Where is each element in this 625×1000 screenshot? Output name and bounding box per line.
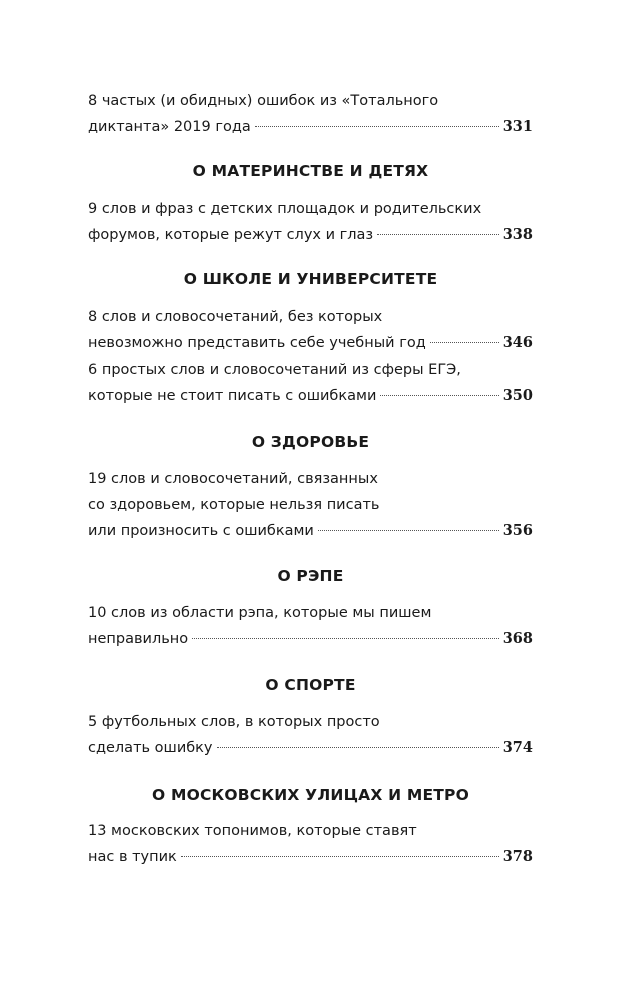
section-heading: О МАТЕРИНСТВЕ И ДЕТЯХ (192, 162, 429, 180)
toc-entry-line: неправильно (88, 631, 189, 647)
toc-entry-line: 8 слов и словосочетаний, без которых (88, 309, 383, 325)
toc-entry-last-line (88, 735, 533, 761)
toc-entry-line: невозможно представить себе учебный год (88, 335, 426, 351)
toc-entry-line: 5 футбольных слов, в которых просто (88, 714, 380, 730)
toc-entry[interactable] (88, 600, 533, 652)
section-heading: О ШКОЛЕ И УНИВЕРСИТЕТЕ (183, 270, 438, 288)
section-heading: О ЗДОРОВЬЕ (251, 433, 370, 451)
toc-entry-line: со здоровьем, которые нельзя писать (88, 497, 380, 513)
toc-entry-line: 10 слов из области рэпа, которые мы пишем (88, 605, 432, 621)
toc-entry[interactable] (88, 466, 533, 544)
toc-page-number: 350 (502, 387, 533, 404)
toc-page-number: 356 (502, 522, 533, 539)
toc-entry-line: форумов, которые режут слух и глаз (88, 227, 374, 243)
dot-leader (255, 126, 499, 127)
toc-entry-last-line (88, 222, 533, 248)
toc-entry-line: 13 московских топонимов, которые ставят (88, 823, 417, 839)
toc-entry-line: которые не стоит писать с ошибками (88, 388, 377, 404)
toc-entry-line: 9 слов и фраз с детских площадок и родительских (88, 201, 482, 217)
toc-entry-last-line (88, 844, 533, 870)
dot-leader (181, 856, 499, 857)
toc-entry-last-line (88, 383, 533, 409)
toc-page-number: 374 (502, 739, 533, 756)
toc-entry-line: диктанта» 2019 года (88, 119, 251, 135)
toc-entry-last-line (88, 626, 533, 652)
section-heading: О СПОРТЕ (265, 676, 356, 694)
toc-entry-line: 19 слов и словосочетаний, связанных (88, 471, 378, 487)
toc-entry[interactable] (88, 357, 533, 409)
section-heading: О РЭПЕ (277, 567, 344, 585)
toc-page-number: 378 (502, 848, 533, 865)
toc-page-number: 346 (502, 334, 533, 351)
toc-entry[interactable] (88, 818, 533, 870)
toc-entry[interactable] (88, 304, 533, 356)
dot-leader (380, 395, 498, 396)
toc-page-number: 331 (502, 118, 533, 135)
toc-entry-line: или произносить с ошибками (88, 523, 314, 539)
toc-entry-last-line (88, 330, 533, 356)
dot-leader (217, 747, 499, 748)
toc-page-number: 338 (502, 226, 533, 243)
toc-entry-line: сделать ошибку (88, 740, 213, 756)
toc-entry[interactable] (88, 196, 533, 248)
section-heading: О МОСКОВСКИХ УЛИЦАХ И МЕТРО (152, 786, 469, 804)
dot-leader (377, 234, 499, 235)
toc-entry[interactable] (88, 709, 533, 761)
dot-leader (430, 342, 499, 343)
toc-entry-line: 8 частых (и обидных) ошибок из «Тотального (88, 93, 439, 109)
toc-entry[interactable] (88, 88, 533, 140)
toc-entry-last-line (88, 518, 533, 544)
toc-page-number: 368 (502, 630, 533, 647)
toc-entry-last-line (88, 114, 533, 140)
dot-leader (192, 638, 499, 639)
toc-entry-line: нас в тупик (88, 849, 177, 865)
dot-leader (318, 530, 499, 531)
toc-entry-line: 6 простых слов и словосочетаний из сферы ЕГЭ, (88, 362, 461, 378)
